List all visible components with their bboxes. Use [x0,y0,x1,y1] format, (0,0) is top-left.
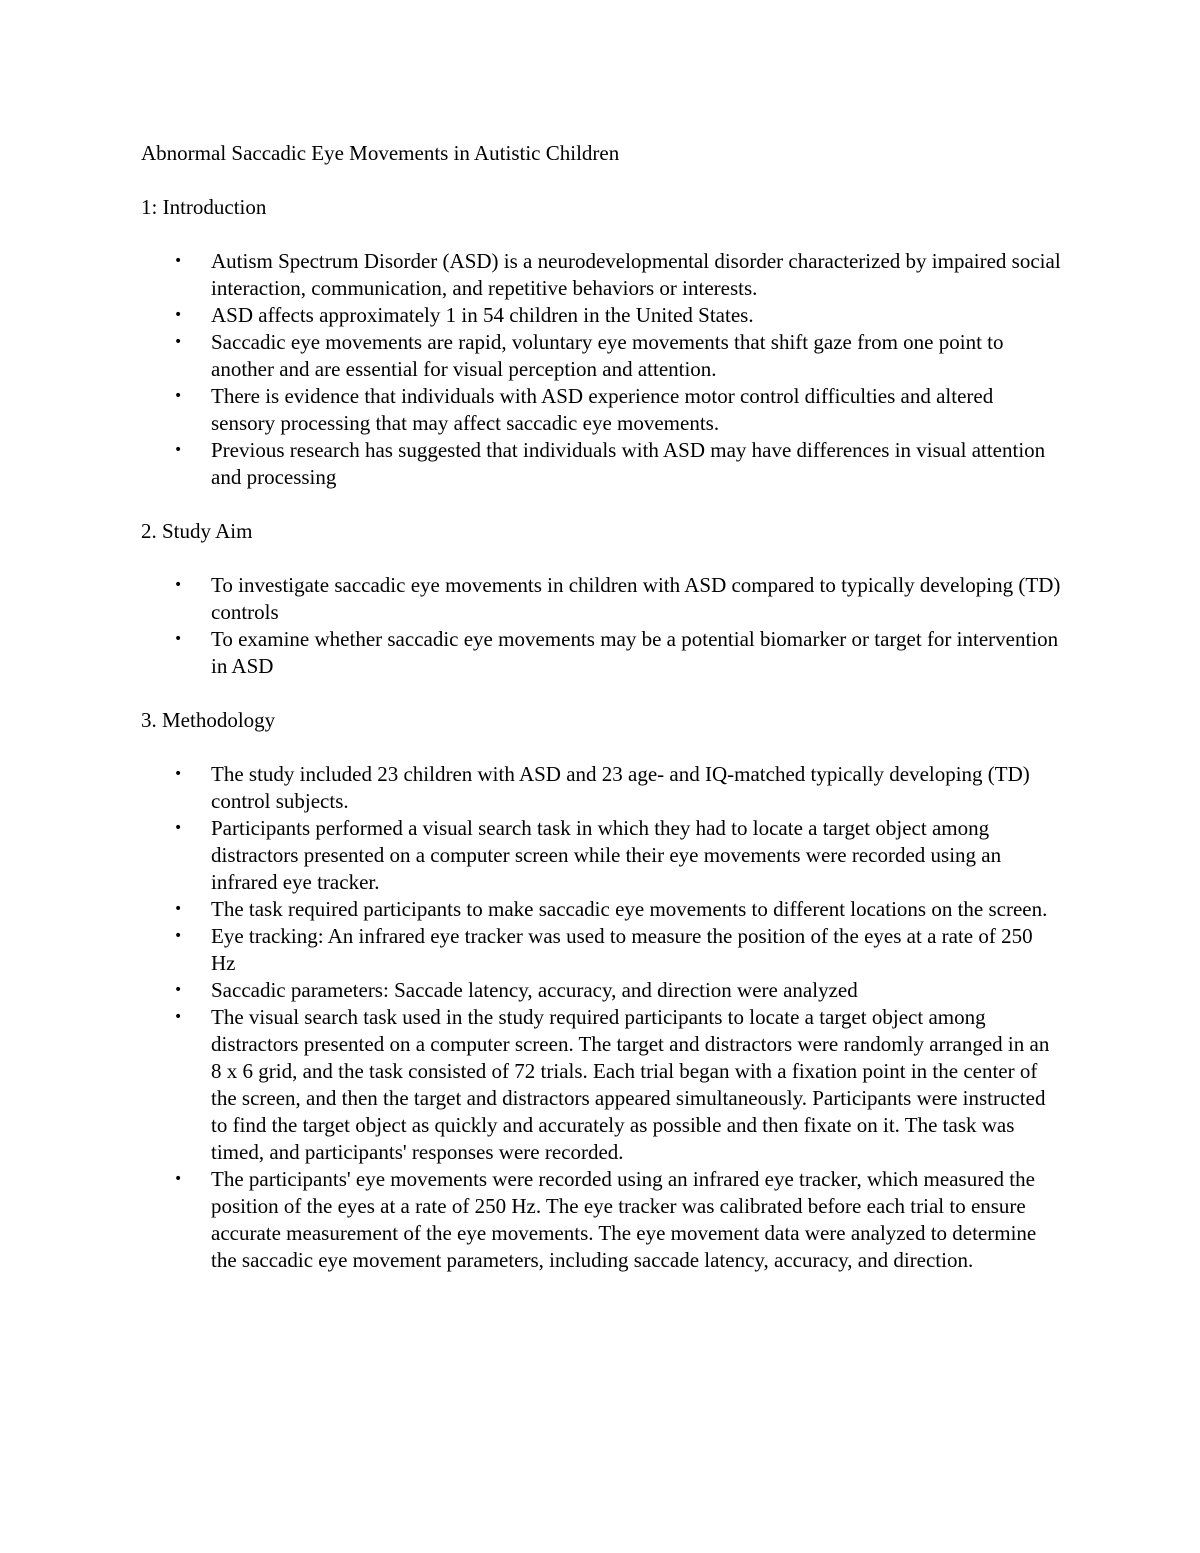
bullet-icon: • [174,820,183,836]
list-item-text: Saccadic eye movements are rapid, voluntary eye movements that shift gaze from one point to another and are essential for visual perception and attention. [211,330,1004,381]
bullet-icon: • [174,766,183,782]
list-item [141,977,1061,1004]
bullet-icon: • [174,442,183,458]
list-item [141,302,1061,329]
bullet-icon: • [174,1009,183,1025]
list-item [141,626,1061,680]
document-page [141,140,1061,1274]
bullet-icon: • [174,388,183,404]
bullet-icon: • [174,253,183,269]
list-item [141,383,1061,437]
bullet-icon: • [174,982,183,998]
section-heading-methodology: 3. Methodology [141,708,276,732]
list-item-text: The visual search task used in the study required participants to locate a target object among distractors presented on a computer screen. The target and distractors were randomly arranged in an 8 x 6 grid, and the task consisted of 72 trials. Each trial began with a fixation point in the center of the screen, and then the target and distractors appeared simultaneously. Participants were instructed to find the target object as quickly and accurately as possible and then fixate on it. The task was timed, and participants' responses were recorded. [211,1005,1050,1164]
list-item-text: Previous research has suggested that individuals with ASD may have differences in visual attention and processing [211,438,1046,489]
list-item-text: To examine whether saccadic eye movements may be a potential biomarker or target for intervention in ASD [211,627,1059,678]
bullet-icon: • [174,631,183,647]
methodology-list [141,761,1061,1274]
bullet-icon: • [174,577,183,593]
list-item-text: To investigate saccadic eye movements in children with ASD compared to typically developing (TD) controls [211,573,1061,624]
list-item [141,437,1061,491]
bullet-icon: • [174,901,183,917]
bullet-icon: • [174,928,183,944]
list-item-text: There is evidence that individuals with ASD experience motor control difficulties and altered sensory processing that may affect saccadic eye movements. [211,384,994,435]
list-item-text: The task required participants to make saccadic eye movements to different locations on the screen. [211,897,1048,921]
list-item [141,1004,1061,1166]
list-item [141,248,1061,302]
list-item [141,572,1061,626]
list-item-text: Saccadic parameters: Saccade latency, accuracy, and direction were analyzed [211,978,858,1002]
bullet-icon: • [174,334,183,350]
list-item [141,896,1061,923]
list-item-text: ASD affects approximately 1 in 54 children in the United States. [211,303,754,327]
bullet-icon: • [174,307,183,323]
document-title: Abnormal Saccadic Eye Movements in Autistic Children [141,141,620,165]
list-item [141,1166,1061,1274]
section-heading-study-aim: 2. Study Aim [141,519,253,543]
section-heading-introduction: 1: Introduction [141,195,267,219]
study-aim-list [141,572,1061,680]
list-item-text: The study included 23 children with ASD and 23 age- and IQ-matched typically developing (TD) control subjects. [211,762,1030,813]
list-item [141,761,1061,815]
list-item-text: Participants performed a visual search task in which they had to locate a target object among distractors presented on a computer screen while their eye movements were recorded using an infrared eye tracker. [211,816,1002,894]
list-item-text: The participants' eye movements were recorded using an infrared eye tracker, which measured the position of the eyes at a rate of 250 Hz. The eye tracker was calibrated before each trial to ensure accurate measurement of the eye movements. The eye movement data were analyzed to determine the saccadic eye movement parameters, including saccade latency, accuracy, and direction. [211,1167,1037,1272]
list-item [141,329,1061,383]
list-item [141,923,1061,977]
introduction-list [141,248,1061,491]
list-item-text: Autism Spectrum Disorder (ASD) is a neurodevelopmental disorder characterized by impaired social interaction, communication, and repetitive behaviors or interests. [211,249,1061,300]
bullet-icon: • [174,1171,183,1187]
list-item-text: Eye tracking: An infrared eye tracker was used to measure the position of the eyes at a rate of 250 Hz [211,924,1033,975]
list-item [141,815,1061,896]
